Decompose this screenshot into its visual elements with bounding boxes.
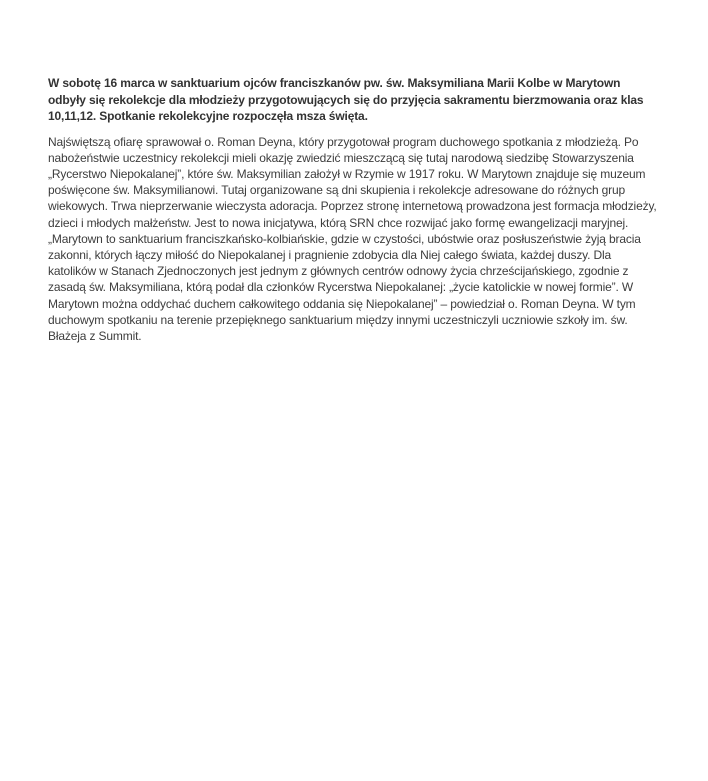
article-body: Najświętszą ofiarę sprawował o. Roman Deyna, który przygotował program duchowego spotkania z młodzieżą. Po nabożeństwie uczestnicy rekolekcji mieli okazję zwiedzić mieszczącą się tutaj narodową siedzibę Stowarzyszenia „Rycerstwo Niepokalanej”, które św. Maksymilian założył w Rzymie w 1917 roku. W Marytown znajduje się muzeum poświęcone św. Maksymilianowi. Tutaj organizowane są dni skupienia i rekolekcje adresowane do różnych grup wiekowych. Trwa nieprzerwanie wieczysta adoracja. Poprzez stronę internetową prowadzona jest formacja młodzieży, dzieci i młodych małżeństw. Jest to nowa inicjatywa, którą SRN chce rozwijać jako formę ewangelizacji maryjnej. „Marytown to sanktuarium franciszkańsko-kolbiańskie, gdzie w czystości, ubóstwie oraz posłuszeństwie żyją bracia zakonni, których łączy miłość do Niepokalanej i pragnienie zdobycia dla Niej całego świata, każdej duszy. Dla katolików w Stanach Zjednoczonych jest jednym z głównych centrów odnowy życia chrześcijańskiego, zgodnie z zasadą św. Maksymiliana, którą podał dla członków Rycerstwa Niepokalanej: „życie katolickie w nowej formie”. W Marytown można oddychać duchem całkowitego oddania się Niepokalanej” – powiedział o. Roman Deyna. W tym duchowym spotkaniu na terenie przepięknego sanktuarium między innymi uczestniczyli uczniowie szkoły im. św. Błażeja z Summit. [48,134,657,343]
article [48,75,660,344]
article-lead: W sobotę 16 marca w sanktuarium ojców franciszkanów pw. św. Maksymiliana Marii Kolbe w Marytown odbyły się rekolekcje dla młodzieży przygotowujących się do przyjęcia sakramentu bierzmowania oraz klas 10,11,12. Spotkanie rekolekcyjne rozpoczęła msza święta. [48,76,644,123]
